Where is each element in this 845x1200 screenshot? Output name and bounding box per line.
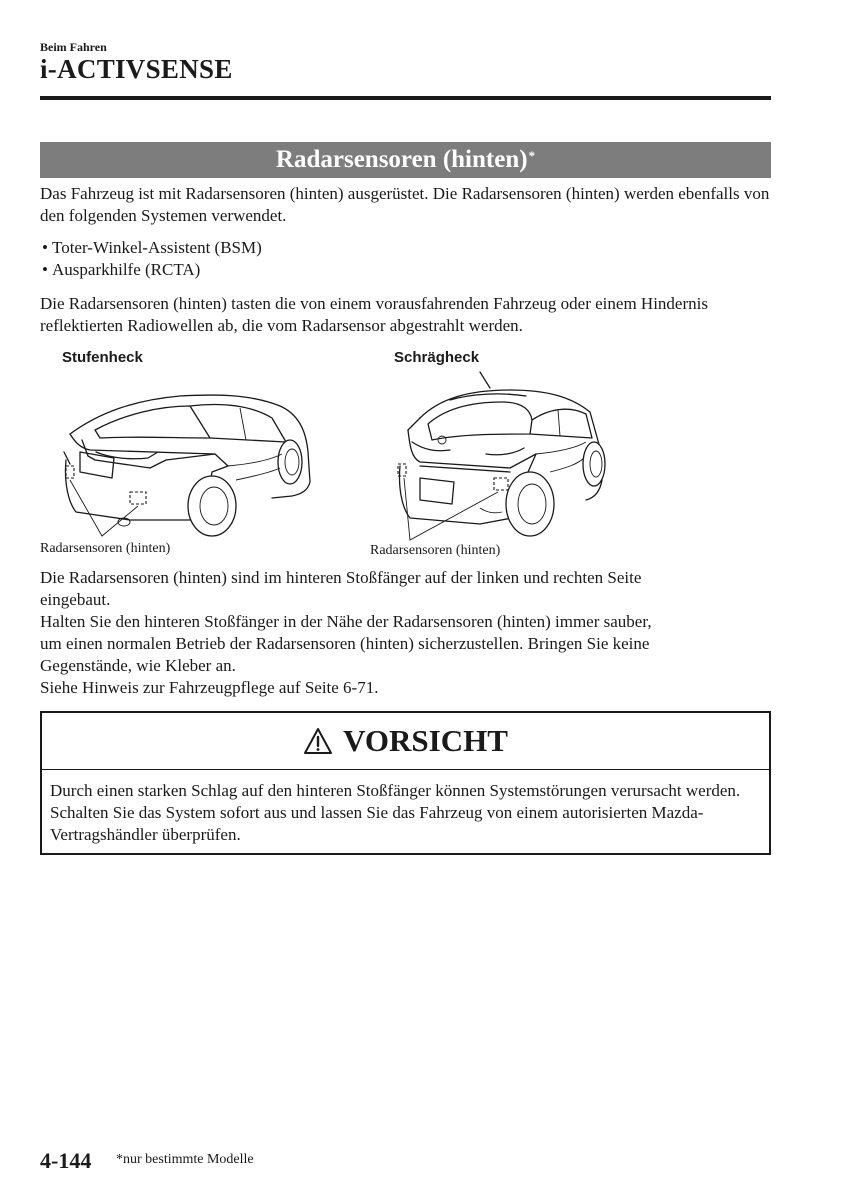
hatchback-rear-illustration [380, 368, 620, 546]
model-asterisk: * [528, 148, 536, 163]
caution-title: VORSICHT [343, 723, 508, 758]
page-number: 4-144 [40, 1148, 92, 1173]
caution-box [40, 711, 771, 855]
bullet-dot: • [42, 260, 48, 279]
caution-text: Durch einen starken Schlag auf den hinteren Stoßfänger können Systemstörungen verursacht werden. Schalten Sie das System sofort aus und lassen Sie das Fahrzeug von einem autorisierten Mazda-Vertragshändler überprüfen. [50, 781, 741, 844]
figure-label-sedan: Stufenheck [62, 349, 143, 366]
cleaning-line-2: um einen normalen Betrieb der Radarsensoren (hinten) sicherzustellen. Bringen Sie keine [40, 634, 650, 653]
chapter-title: i-ACTIVSENSE [40, 54, 233, 84]
bullet-item [42, 259, 200, 281]
sedan-rear-illustration [40, 372, 340, 542]
figure-caption-sedan: Radarsensoren (hinten) [40, 541, 171, 556]
caution-header [42, 713, 769, 770]
bullet-dot: • [42, 238, 48, 257]
mounting-line-2: eingebaut. [40, 590, 111, 609]
footnote: *nur bestimmte Modelle [116, 1152, 254, 1167]
intro-paragraph: Das Fahrzeug ist mit Radarsensoren (hinten) ausgerüstet. Die Radarsensoren (hinten) werden ebenfalls von den folgenden Systemen verwendet. [40, 184, 770, 225]
cleaning-line-1: Halten Sie den hinteren Stoßfänger in der Nähe der Radarsensoren (hinten) immer sauber, [40, 612, 652, 631]
header-rule [40, 96, 771, 100]
radar-description-paragraph: Die Radarsensoren (hinten) tasten die von einem vorausfahrenden Fahrzeug oder einem Hindernis reflektierten Radiowellen ab, die vom Radarsensor abgestrahlt werden. [40, 294, 708, 335]
figure-label-hatch: Schrägheck [394, 349, 480, 366]
section-heading-bar [40, 142, 771, 178]
section-heading-title: Radarsensoren (hinten) [275, 146, 528, 173]
mounting-line-1: Die Radarsensoren (hinten) sind im hinteren Stoßfänger auf der linken und rechten Seite [40, 568, 642, 587]
bullet-text-bsm: Toter-Winkel-Assistent (BSM) [52, 238, 262, 257]
figure-caption-hatch: Radarsensoren (hinten) [370, 543, 501, 558]
section-label: Beim Fahren [40, 40, 107, 54]
bullet-text-rcta: Ausparkhilfe (RCTA) [52, 260, 201, 279]
reference-line: Siehe Hinweis zur Fahrzeugpflege auf Seite 6-71. [40, 678, 379, 697]
cleaning-line-3: Gegenstände, wie Kleber an. [40, 656, 236, 675]
warning-triangle-icon [303, 727, 333, 755]
bullet-item [42, 237, 262, 259]
